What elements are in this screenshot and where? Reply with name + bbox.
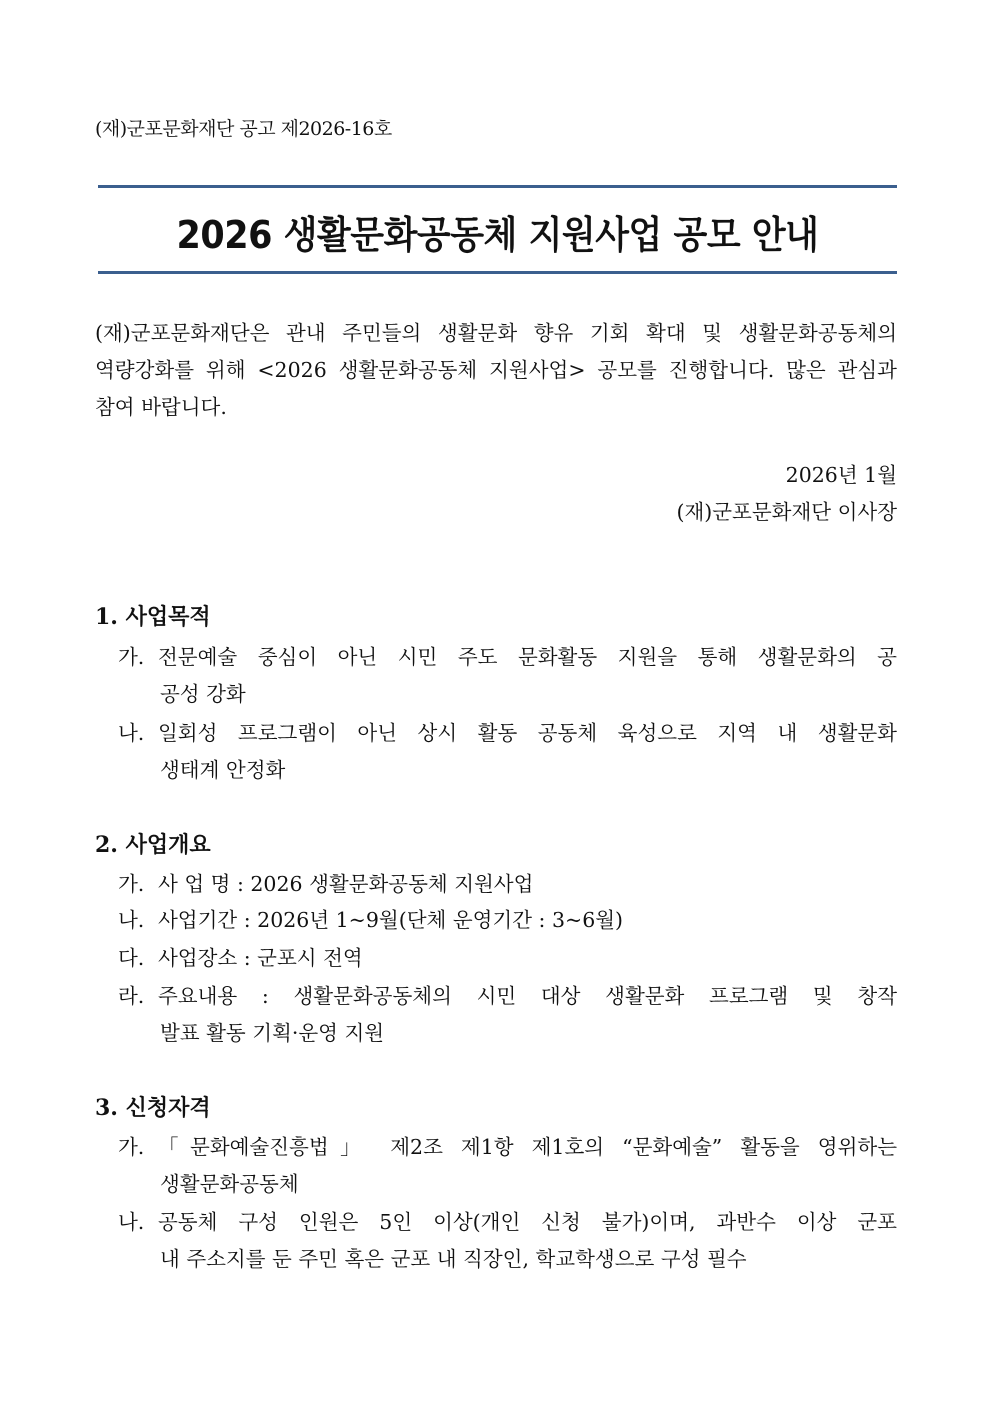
item-marker: 다. <box>118 946 145 970</box>
title-top-rule <box>98 185 897 188</box>
item-marker: 나. <box>118 908 145 932</box>
item-line: 전문예술 중심이 아닌 시민 주도 문화활동 지원을 통해 생활문화의 공 <box>158 645 897 669</box>
item-marker: 나. <box>118 1210 145 1234</box>
item-line: 공동체 구성 인원은 5인 이상(개인 신청 불가)이며, 과반수 이상 군포 <box>158 1210 897 1234</box>
item-line: 생태계 안정화 <box>160 758 286 782</box>
item-line: 사 업 명 : 2026 생활문화공동체 지원사업 <box>158 872 534 896</box>
item-line: 일회성 프로그램이 아닌 상시 활동 공동체 육성으로 지역 내 생활문화 <box>158 721 897 745</box>
section-heading: 3. 신청자격 <box>95 1095 211 1121</box>
item-line: 내 주소지를 둔 주민 혹은 군포 내 직장인, 학교학생으로 구성 필수 <box>160 1247 747 1271</box>
item-line: 「문화예술진흥법」 제2조 제1항 제1호의 “문화예술” 활동을 영위하는 <box>158 1135 897 1159</box>
item-line: 주요내용 : 생활문화공동체의 시민 대상 생활문화 프로그램 및 창작 <box>158 984 897 1008</box>
title-bottom-rule <box>98 271 897 274</box>
item-marker: 라. <box>118 984 145 1008</box>
section-heading: 2. 사업개요 <box>95 832 211 858</box>
item-line: 발표 활동 기획·운영 지원 <box>160 1021 385 1045</box>
item-marker: 나. <box>118 721 145 745</box>
item-line: 공성 강화 <box>160 682 246 706</box>
intro-line: (재)군포문화재단은 관내 주민들의 생활문화 향유 기회 확대 및 생활문화공동체의 <box>95 321 897 345</box>
issuer: (재)군포문화재단 이사장 <box>676 500 897 524</box>
item-line: 생활문화공동체 <box>160 1172 299 1196</box>
intro-line: 참여 바랍니다. <box>95 395 227 419</box>
document-title: 2026 생활문화공동체 지원사업 공모 안내 <box>176 213 819 257</box>
announcement-date: 2026년 1월 <box>785 463 897 487</box>
notice-number: (재)군포문화재단 공고 제2026-16호 <box>95 118 392 140</box>
section-heading: 1. 사업목적 <box>95 604 211 630</box>
intro-line: 역량강화를 위해 <2026 생활문화공동체 지원사업> 공모를 진행합니다. 많은 관심과 <box>95 358 897 382</box>
item-line: 사업기간 : 2026년 1~9월(단체 운영기간 : 3~6월) <box>158 908 624 932</box>
item-marker: 가. <box>118 645 145 669</box>
item-marker: 가. <box>118 1135 145 1159</box>
item-line: 사업장소 : 군포시 전역 <box>158 946 363 970</box>
item-marker: 가. <box>118 872 145 896</box>
